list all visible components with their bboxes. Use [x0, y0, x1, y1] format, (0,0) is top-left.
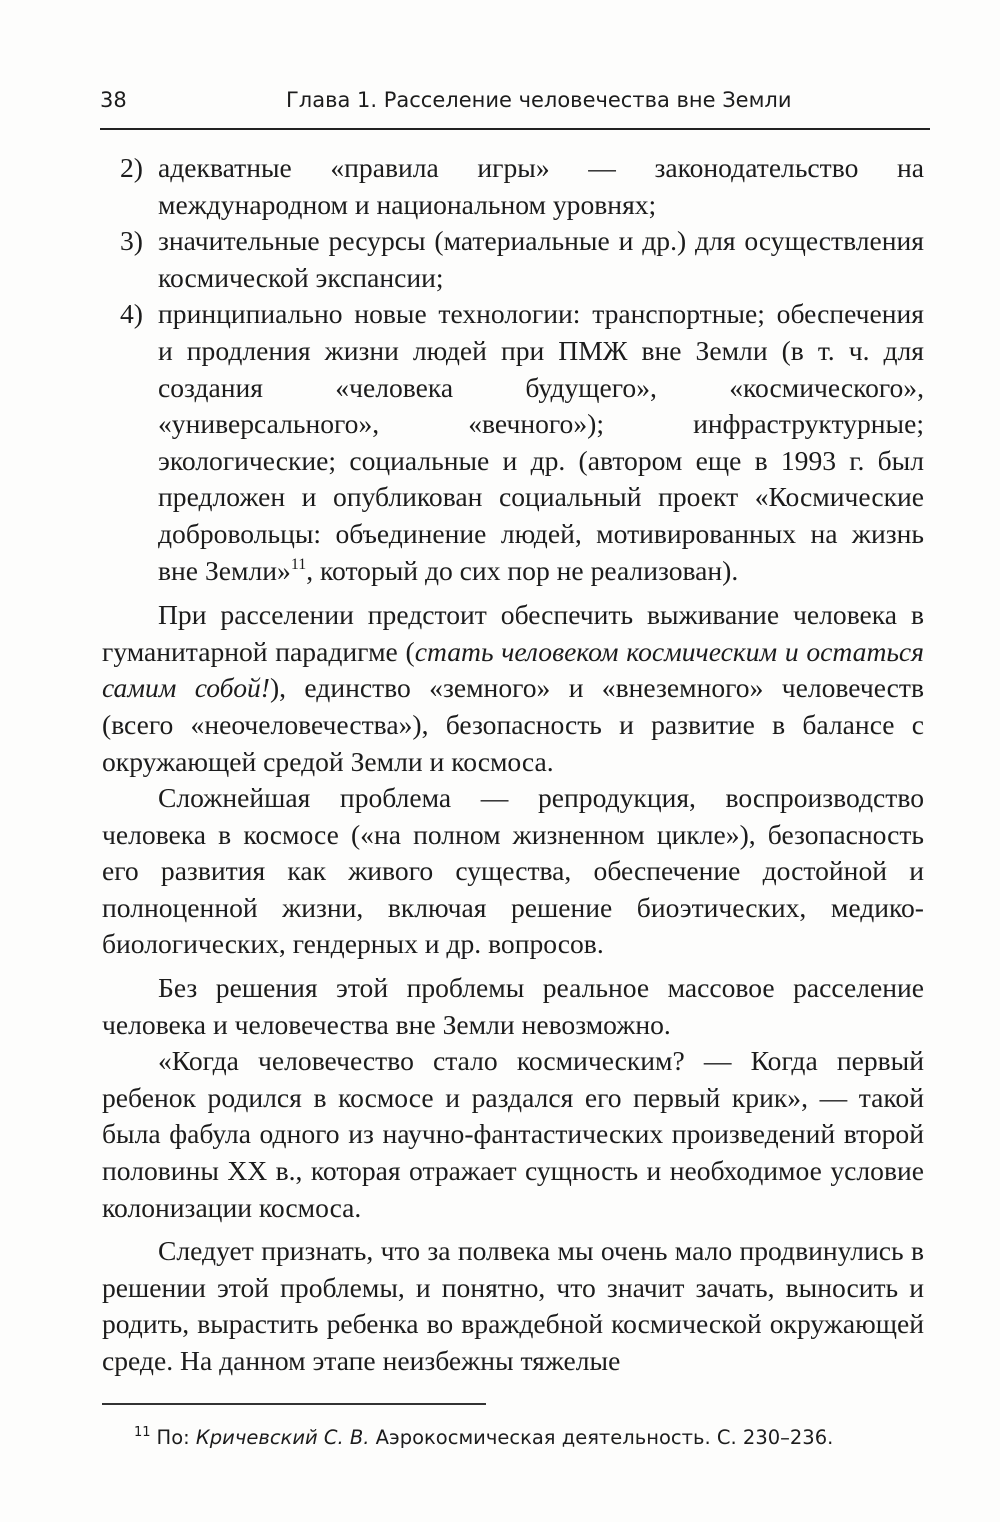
- main-text: [102, 150, 924, 1380]
- paragraph: Сложнейшая проблема — репродукция, воспроизводство человека в космосе («на полном жизненном цикле»), безопасность его развития как живого существа, обеспечение достойной и полноценной жизни, включая решение биоэтических, медико-биологических, гендерных и др. вопросов.: [102, 782, 924, 960]
- list-text-continued: , который до сих пор не реализован).: [306, 554, 739, 586]
- footnote-source: Аэрокосмическая деятельность. С. 230–236.: [369, 1426, 834, 1449]
- running-title: Глава 1. Расселение человечества вне Земли: [286, 88, 792, 112]
- list-item: [102, 223, 924, 296]
- footnote: [134, 1420, 914, 1451]
- list-item: [102, 296, 924, 589]
- list-text: принципиально новые технологии: транспортные; обеспечения и продления жизни людей при ПМЖ вне Земли (в т. ч. для создания «человека будущего», «космического», «универсального», «вечного»); инфраструктурные; экологические; социальные и др. (автором еще в 1993 г. был предложен и опубликован социальный проект «Космические добровольцы: объединение людей, мотивированных на жизнь вне Земли»: [158, 298, 924, 586]
- paragraph: Без решения этой проблемы реальное массовое расселение человека и человечества вне Земли невозможно.: [102, 972, 924, 1040]
- list-item: [102, 150, 924, 223]
- list-text: значительные ресурсы (материальные и др.) для осуществления космической экспансии;: [158, 225, 924, 293]
- footnote-prefix: По:: [156, 1426, 196, 1449]
- paragraph: «Когда человечество стало космическим? — Когда первый ребенок родился в космосе и раздался его первый крик», — такой была фабула одного из научно-фантастических произведений второй половины XX в., которая отражает сущность и необходимое условие колонизации космоса.: [102, 1045, 924, 1223]
- footnote-divider: [102, 1403, 486, 1405]
- list-number: 2): [120, 152, 143, 183]
- list-number: 4): [120, 298, 143, 330]
- paragraph-text: ), единство «земного» и «внеземного» человечеств (всего «неочеловечества»), безопасность и развитие в балансе с окружающей средой Земли и космоса.: [102, 672, 924, 777]
- footnote-reference[interactable]: 11: [290, 555, 307, 573]
- paragraph-italic: стать человеком космическим и остаться самим собой!: [102, 635, 925, 704]
- list-text: адекватные «правила игры» — законодательство на международном и национальном уровнях;: [158, 152, 924, 220]
- paragraph: [102, 597, 924, 780]
- list-number: 3): [120, 225, 143, 257]
- paragraph-text: При расселении предстоит обеспечить выживание человека в гуманитарной парадигме (: [102, 599, 924, 667]
- page-number: 38: [100, 88, 127, 112]
- paragraph: Следует признать, что за полвека мы очень мало продвинулись в решении этой проблемы, и понятно, что значит зачать, выносить и родить, вырастить ребенка во враждебной космической окружающей среде. На данном этапе неизбежны тяжелые: [102, 1235, 924, 1376]
- footnote-author: Кричевский С. В.: [195, 1426, 370, 1449]
- page-header: [100, 84, 930, 130]
- footnote-mark: 11: [134, 1425, 151, 1440]
